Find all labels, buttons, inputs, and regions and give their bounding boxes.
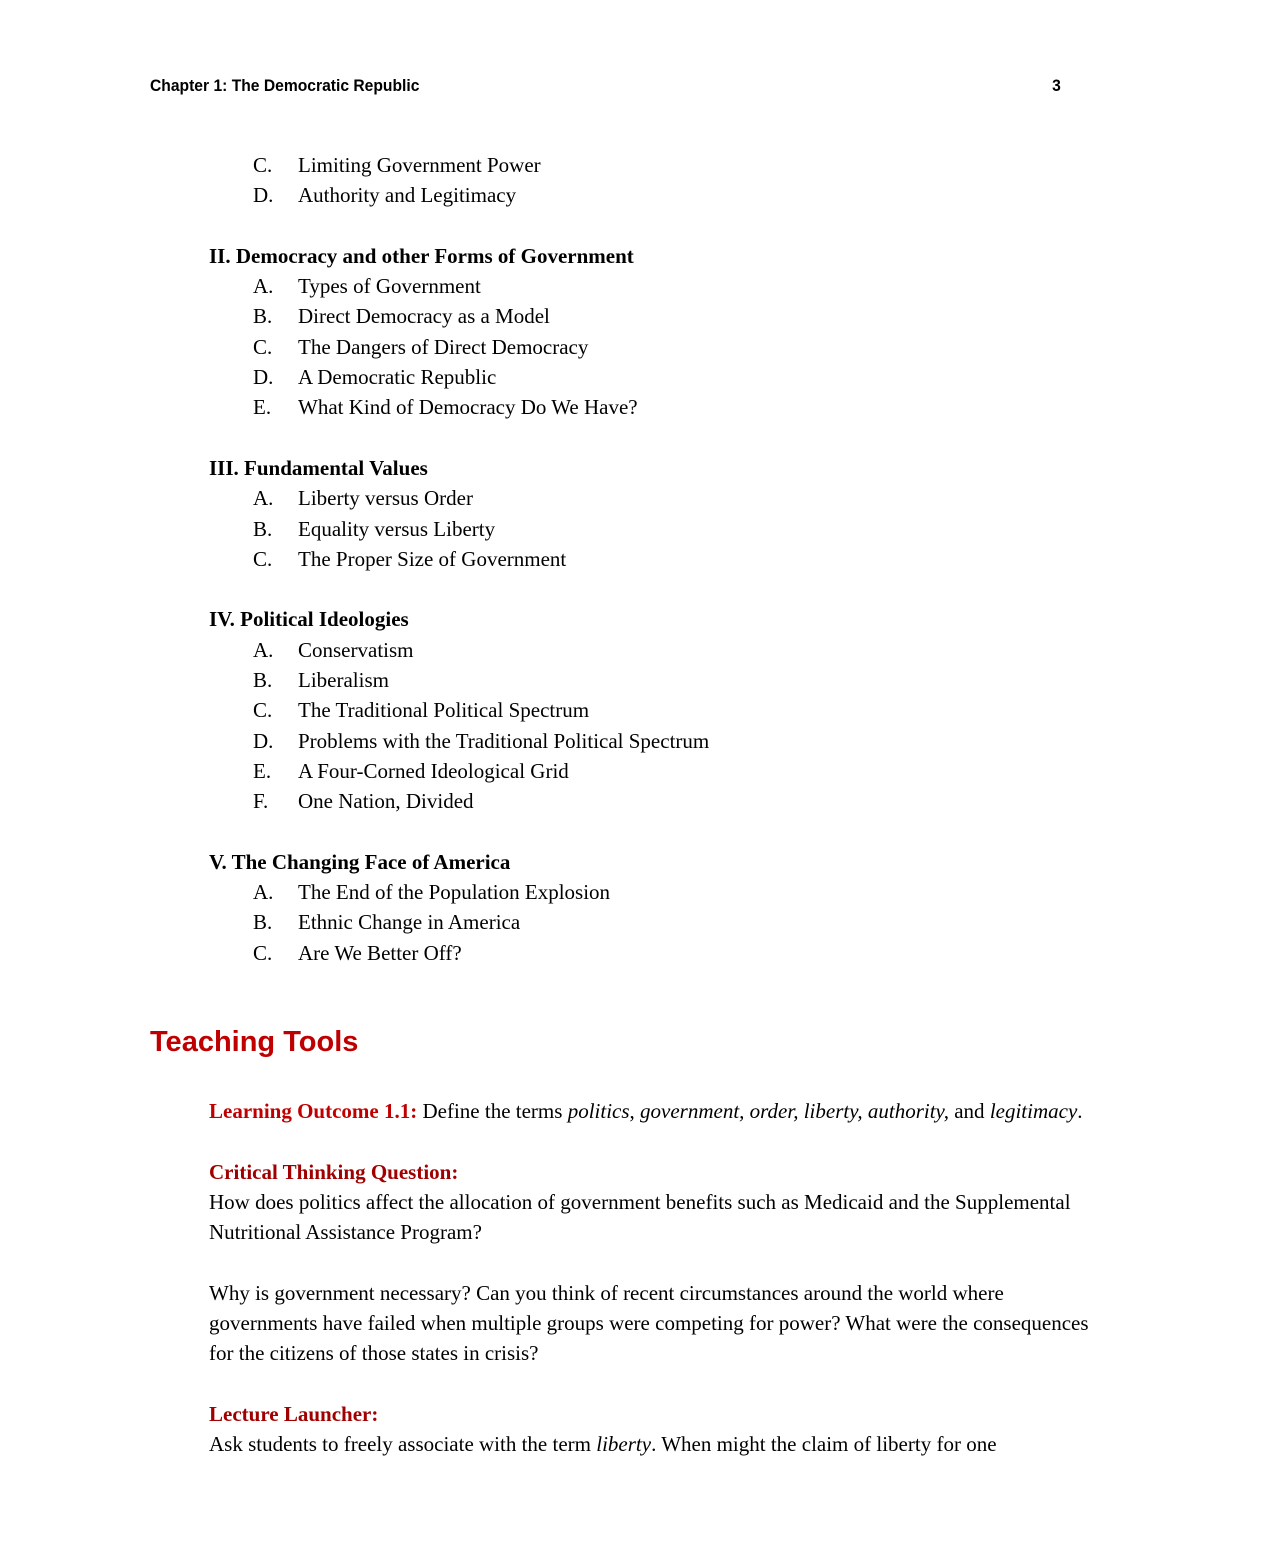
- outline-item-text: Equality versus Liberty: [298, 516, 496, 541]
- outline-item: [253, 392, 1089, 422]
- outline-item: [253, 695, 1089, 725]
- section-heading: V. The Changing Face of America: [209, 849, 511, 874]
- outline-item-text: Authority and Legitimacy: [298, 183, 517, 208]
- critical-thinking-paragraph: Why is government necessary? Can you think of recent circumstances around the world where governments have failed when multiple groups were competing for power? What were the consequences for the citizens of those states in crisis?: [209, 1280, 1089, 1366]
- outline-item-text: Types of Government: [298, 274, 481, 299]
- conjunction: and: [948, 1099, 990, 1123]
- outline-item-text: Conservatism: [298, 637, 414, 662]
- outline-item: [253, 544, 1089, 574]
- outline-item-letter: E.: [253, 758, 272, 783]
- chapter-title: Chapter 1: The Democratic Republic: [150, 76, 420, 95]
- outline-item: [253, 665, 1089, 695]
- outline-item-letter: B.: [253, 668, 273, 693]
- outline-item-letter: A.: [253, 486, 274, 511]
- outline-item: [253, 362, 1089, 392]
- critical-thinking-label: Critical Thinking Question:: [209, 1159, 459, 1184]
- outline-section: [209, 604, 1089, 816]
- outline-item-letter: C.: [253, 546, 273, 571]
- outline-item-text: The Dangers of Direct Democracy: [298, 334, 589, 359]
- outline-item-text: One Nation, Divided: [298, 789, 474, 814]
- outline-item-text: Problems with the Traditional Political Spectrum: [298, 728, 710, 753]
- outline-item-letter: D.: [253, 365, 274, 390]
- outline-item: [253, 301, 1089, 331]
- section-heading: III. Fundamental Values: [209, 455, 428, 480]
- outline-section: [209, 453, 1089, 574]
- outline-item-text: The Proper Size of Government: [298, 546, 567, 571]
- lecture-launcher-text-after: . When might the claim of liberty for one: [651, 1432, 997, 1457]
- teaching-tools-body: [209, 1096, 1089, 1460]
- outline-item-text: A Democratic Republic: [298, 365, 497, 390]
- outline-item-letter: C.: [253, 940, 273, 965]
- section-heading: IV. Political Ideologies: [209, 607, 409, 632]
- outline-item: [253, 877, 1089, 907]
- outline-section: [209, 241, 1089, 423]
- outline-item: [253, 180, 1089, 210]
- outline-item: [253, 271, 1089, 301]
- outline-item-text: Liberty versus Order: [298, 486, 473, 511]
- outline-item-letter: F.: [253, 789, 269, 814]
- outline-item: [253, 786, 1089, 816]
- page-header: [150, 76, 1061, 96]
- term-legitimacy: legitimacy: [989, 1099, 1078, 1123]
- outline-item-text: Ethnic Change in America: [298, 910, 521, 935]
- lecture-launcher-text-before: Ask students to freely associate with the term: [209, 1432, 597, 1457]
- outline-item-text: Direct Democracy as a Model: [298, 304, 550, 329]
- outline-item-text: Liberalism: [298, 668, 389, 693]
- terms-list: government, order, liberty, authority,: [640, 1099, 949, 1123]
- page-number: 3: [1052, 76, 1061, 95]
- term-liberty: liberty: [596, 1432, 652, 1457]
- lecture-launcher-label: Lecture Launcher:: [209, 1401, 379, 1426]
- outline-item-text: A Four-Corned Ideological Grid: [298, 758, 569, 783]
- outline-item-letter: C.: [253, 153, 273, 177]
- outline-item-letter: A.: [253, 274, 274, 299]
- outline-item: [253, 150, 1089, 180]
- outline-item-text: Are We Better Off?: [298, 940, 462, 965]
- chapter-outline: [209, 150, 1089, 968]
- outline-item: [253, 756, 1089, 786]
- lecture-launcher-text: [209, 1429, 1089, 1459]
- outline-section: [209, 847, 1089, 968]
- learning-outcome-text: Define the terms: [417, 1099, 568, 1123]
- outline-item-letter: B.: [253, 304, 273, 329]
- learning-outcome: [209, 1096, 1089, 1126]
- outline-item-text: The End of the Population Explosion: [298, 880, 611, 905]
- outline-item: [253, 726, 1089, 756]
- outline-item: [253, 514, 1089, 544]
- outline-continued: [209, 150, 1089, 211]
- outline-item-letter: B.: [253, 516, 273, 541]
- outline-item-text: The Traditional Political Spectrum: [298, 698, 590, 723]
- outline-item: [253, 938, 1089, 968]
- outline-item-letter: B.: [253, 910, 273, 935]
- outline-item-letter: C.: [253, 334, 273, 359]
- separator: ,: [629, 1099, 641, 1123]
- term-politics: politics: [567, 1099, 630, 1123]
- outline-item: [253, 907, 1089, 937]
- outline-item-text: What Kind of Democracy Do We Have?: [298, 395, 638, 420]
- outline-item-letter: A.: [253, 880, 274, 905]
- outline-item-letter: C.: [253, 698, 273, 723]
- outline-item: [253, 483, 1089, 513]
- outline-item: [253, 332, 1089, 362]
- critical-thinking-paragraph: How does politics affect the allocation of government benefits such as Medicaid and the Supplemental Nutritional Assistance Program?: [209, 1189, 1071, 1245]
- outline-item-letter: E.: [253, 395, 272, 420]
- teaching-tools-heading: Teaching Tools: [150, 1026, 359, 1058]
- learning-outcome-label: Learning Outcome 1.1:: [209, 1099, 418, 1123]
- outline-item-letter: A.: [253, 637, 274, 662]
- terminal-period: .: [1077, 1099, 1083, 1123]
- section-heading: II. Democracy and other Forms of Government: [209, 243, 634, 268]
- outline-item-letter: D.: [253, 183, 274, 208]
- outline-item-letter: D.: [253, 728, 274, 753]
- outline-item-text: Limiting Government Power: [298, 153, 541, 177]
- outline-item: [253, 635, 1089, 665]
